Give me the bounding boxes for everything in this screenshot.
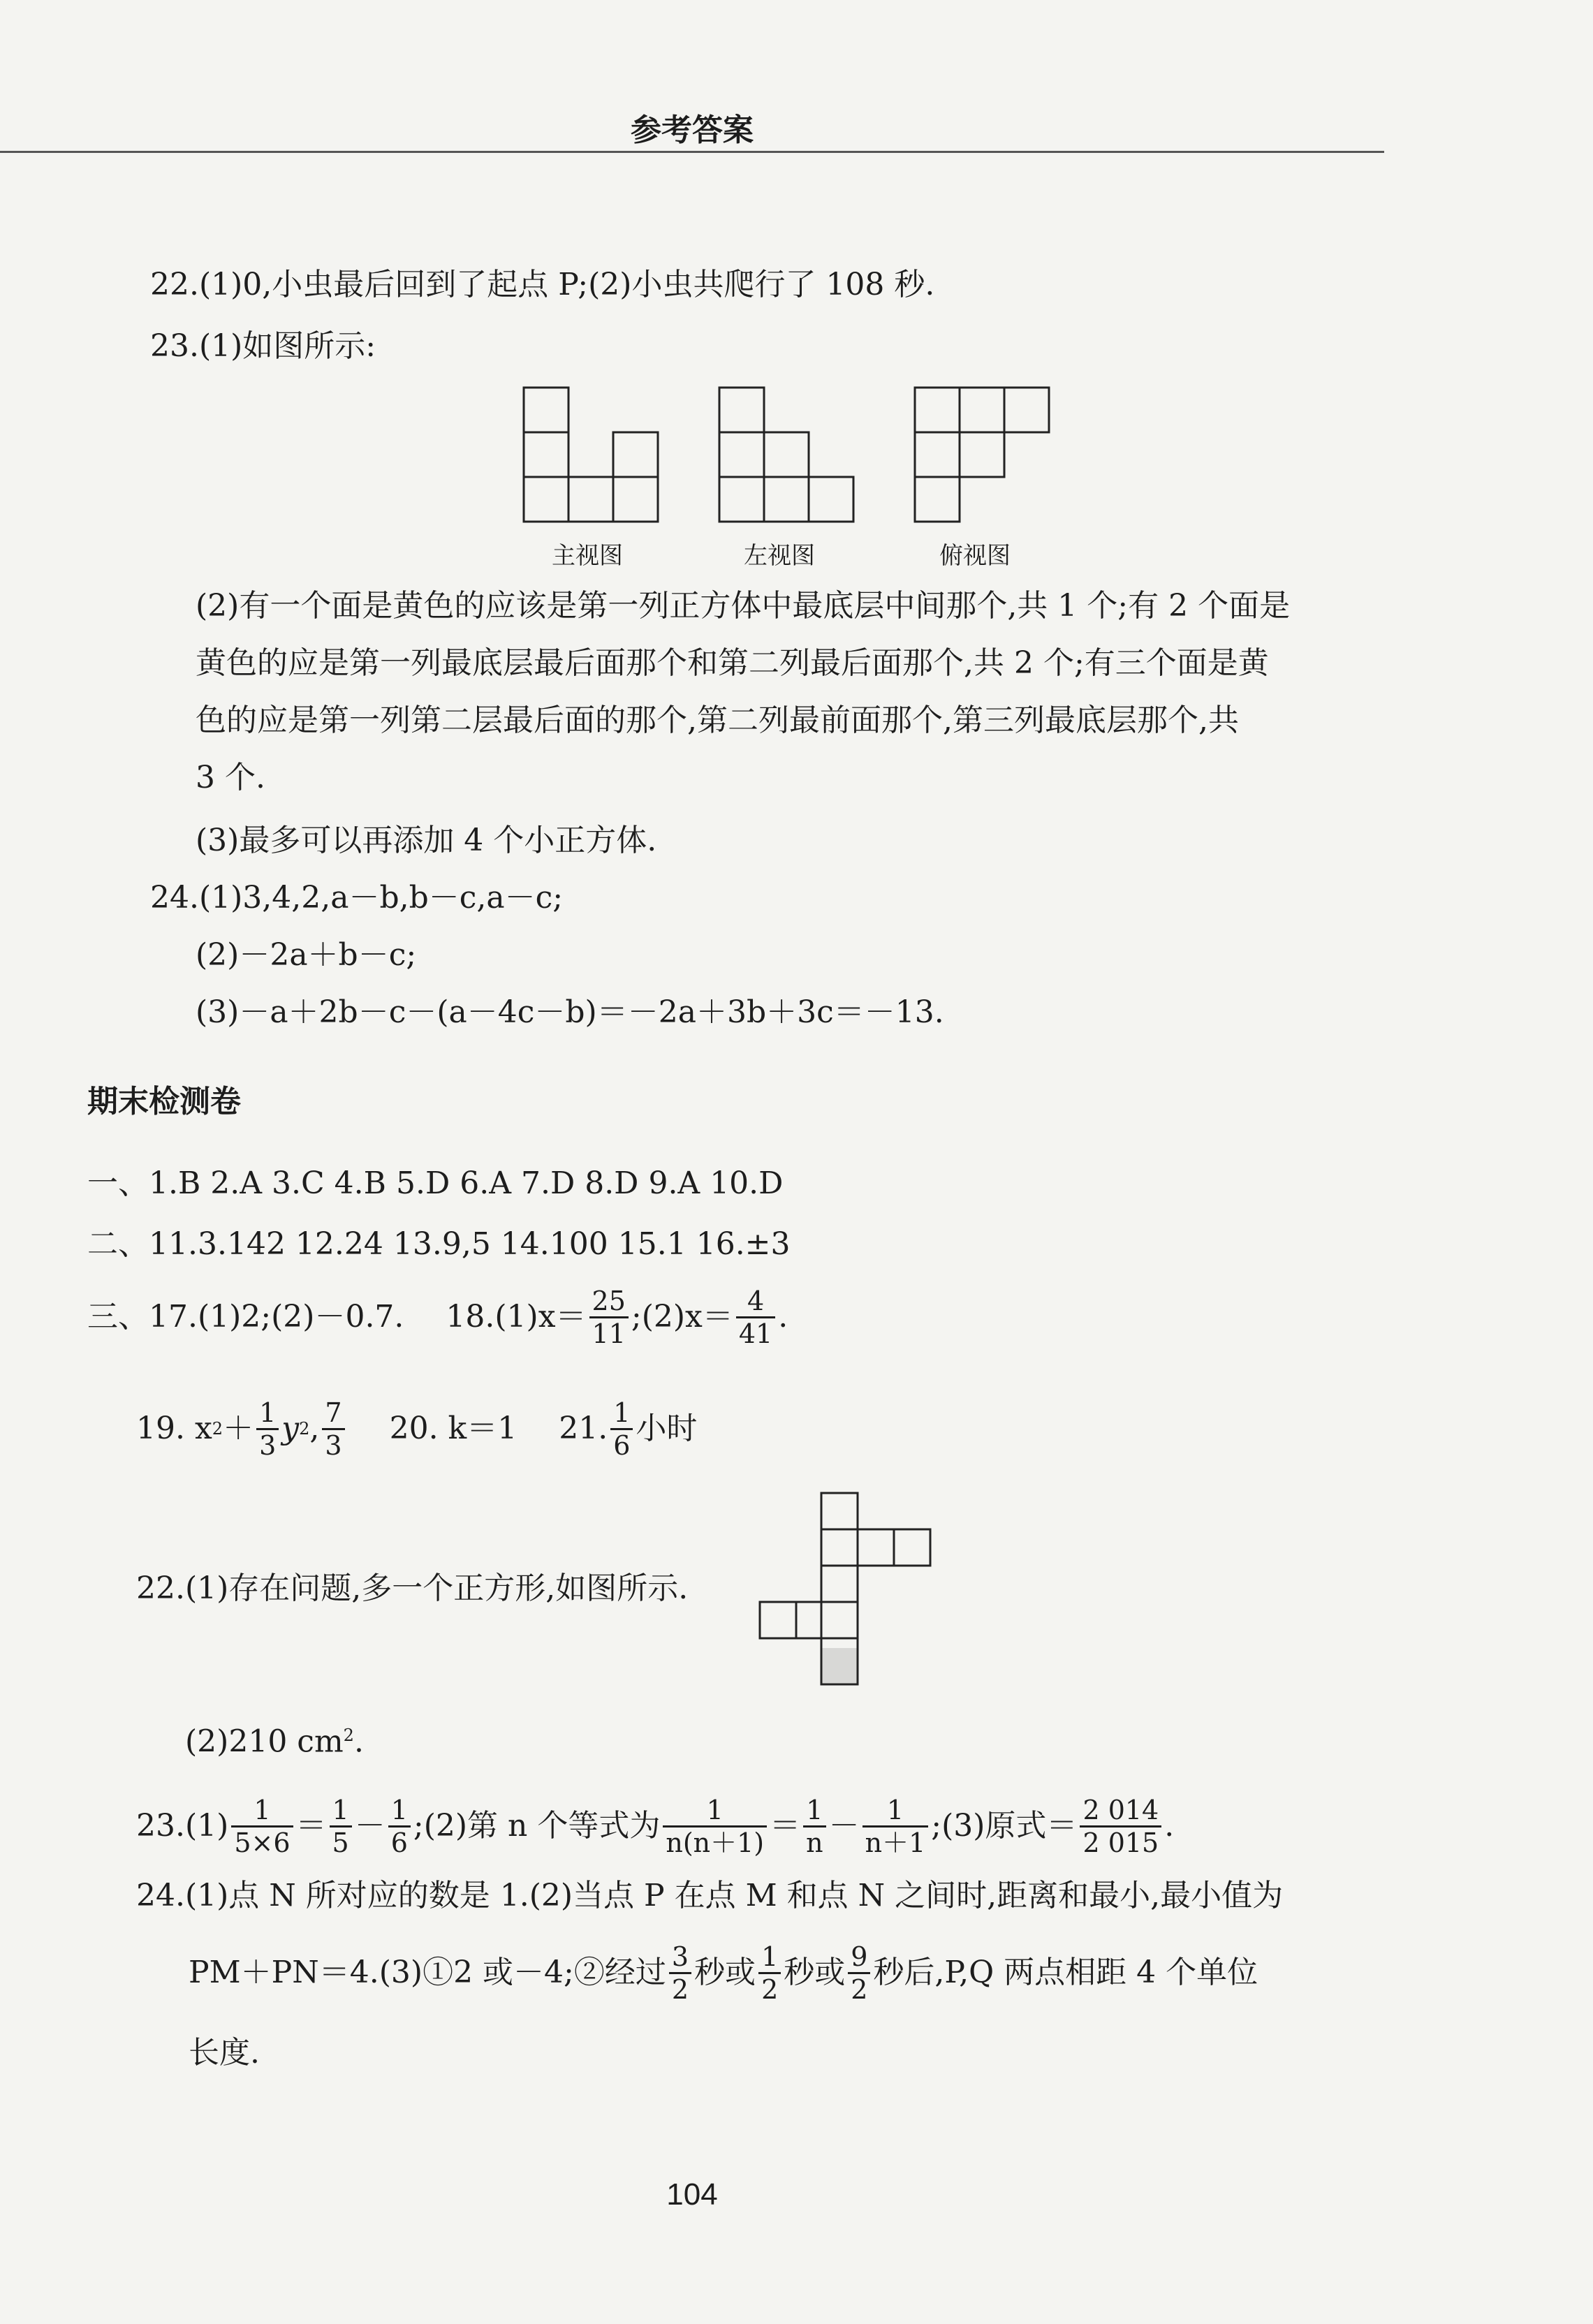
denominator: n＋1	[865, 1827, 926, 1858]
fraction-1-2	[758, 1941, 781, 2005]
answer-23b-mid2: ;(3)原式＝	[931, 1808, 1078, 1844]
denominator: 11	[592, 1318, 626, 1349]
top-view-grid	[915, 388, 1049, 522]
numerator: 1	[256, 1397, 279, 1430]
fraction-2014-2015	[1080, 1795, 1161, 1858]
denominator: 5×6	[234, 1827, 291, 1858]
numerator: 3	[669, 1941, 691, 1974]
answer-23-part2-line1: (2)有一个面是黄色的应该是第一列正方体中最底层中间那个,共 1 个;有 2 个面是	[196, 588, 1291, 624]
denominator: 2	[671, 1973, 689, 2005]
front-view-grid	[524, 388, 658, 522]
answer-24-line1: 24.(1)3,4,2,a－b,b－c,a－c;	[150, 880, 564, 915]
denominator: n	[806, 1827, 823, 1858]
fraction-1-5	[330, 1795, 352, 1858]
fraction-4-41	[736, 1286, 775, 1349]
answer-22: 22.(1)0,小虫最后回到了起点 P;(2)小虫共爬行了 108 秒.	[150, 267, 935, 302]
fraction-1-n	[803, 1795, 825, 1858]
numerator: 25	[589, 1286, 629, 1318]
equals: ＝	[295, 1808, 327, 1844]
exponent: 2	[343, 1726, 354, 1745]
denominator: 3	[325, 1429, 342, 1461]
cube-net-figure	[754, 1487, 950, 1697]
fraction-1-5x6	[231, 1795, 293, 1858]
answer-24-line3: (3)－a＋2b－c－(a－4c－b)＝－2a＋3b＋3c＝－13.	[196, 994, 944, 1030]
answer-19-21	[136, 1395, 697, 1462]
denominator: 5	[332, 1827, 349, 1858]
answer-23-part2-line2: 黄色的应是第一列最底层最后面那个和第二列最后面那个,共 2 个;有三个面是黄	[196, 645, 1269, 681]
answer-24b-line1: 24.(1)点 N 所对应的数是 1.(2)当点 P 在点 M 和点 N 之间时,距离和最小,最小值为	[136, 1878, 1284, 1913]
part2-answers: 二、11.3.142 12.24 13.9,5 14.100 15.1 16.±3	[87, 1226, 791, 1262]
numerator: 2 014	[1080, 1795, 1161, 1827]
answer-23b-prefix: 23.(1)	[136, 1808, 229, 1844]
minus: －	[828, 1808, 860, 1844]
denominator: 2 015	[1082, 1827, 1159, 1858]
answer-23b-mid: ;(2)第 n 个等式为	[413, 1808, 661, 1844]
plus-sign: ＋	[223, 1411, 254, 1446]
fraction-1-n1	[862, 1795, 929, 1858]
numerator: 1	[610, 1397, 633, 1430]
numerator: 7	[322, 1397, 344, 1430]
numerator: 1	[663, 1795, 767, 1827]
left-view-grid	[719, 388, 853, 522]
answer-19-prefix: 19. x	[136, 1411, 212, 1446]
seconds-or: 秒或	[784, 1955, 846, 1990]
answer-24b-line2	[189, 1934, 1258, 2011]
denominator: n(n＋1)	[666, 1827, 765, 1858]
answer-18-prefix: 18.(1)x＝	[446, 1299, 587, 1334]
header-rule	[0, 151, 1384, 153]
exponent: 2	[212, 1419, 223, 1439]
numerator: 1	[862, 1795, 929, 1827]
answer-20: 20. k＝1	[389, 1411, 517, 1446]
section-title: 期末检测卷	[87, 1084, 241, 1119]
period: .	[353, 1723, 364, 1760]
numerator: 1	[388, 1795, 411, 1827]
denominator: 6	[613, 1429, 631, 1461]
numerator: 1	[758, 1941, 781, 1974]
numerator: 1	[330, 1795, 352, 1827]
answer-18-end: .	[778, 1299, 788, 1334]
caption-top-view: 俯视图	[939, 542, 1011, 570]
fraction-7-3	[322, 1397, 344, 1461]
denominator: 2	[761, 1973, 779, 2005]
exponent: 2	[299, 1419, 310, 1439]
caption-left-view: 左视图	[744, 542, 815, 570]
fraction-25-11	[589, 1286, 629, 1349]
fraction-1-n-n1	[663, 1795, 767, 1858]
answer-23b	[136, 1788, 1174, 1865]
denominator: 3	[259, 1429, 277, 1461]
numerator: 1	[803, 1795, 825, 1827]
answer-23-part2-line3: 色的应是第一列第二层最后面的那个,第二列最前面那个,第三列最底层那个,共	[196, 703, 1239, 738]
numerator: 1	[231, 1795, 293, 1827]
part1-answers: 一、1.B 2.A 3.C 4.B 5.D 6.A 7.D 8.D 9.A 10.D	[87, 1165, 784, 1201]
caption-front-view: 主视图	[552, 542, 623, 570]
answer-17-18	[87, 1284, 788, 1351]
page-number: 104	[666, 2177, 718, 2212]
fraction-1-6	[610, 1397, 633, 1461]
denominator: 2	[851, 1973, 868, 2005]
answer-22b: 22.(1)存在问题,多一个正方形,如图所示.	[136, 1571, 689, 1606]
period: .	[1164, 1808, 1175, 1844]
comma: ,	[309, 1411, 320, 1446]
fraction-9-2	[848, 1941, 870, 2005]
fraction-3-2	[669, 1941, 691, 2005]
fraction-1-3	[256, 1397, 279, 1461]
equals: ＝	[770, 1808, 801, 1844]
answer-23-part3: (3)最多可以再添加 4 个小正方体.	[196, 823, 657, 858]
answer-18-mid: ;(2)x＝	[631, 1299, 733, 1334]
numerator: 4	[736, 1286, 775, 1318]
minus: －	[354, 1808, 386, 1844]
numerator: 9	[848, 1941, 870, 1974]
answer-21-prefix: 21.	[559, 1411, 608, 1446]
answer-23-part2-line4: 3 个.	[196, 760, 265, 795]
answer-22b-part2-text: (2)210 cm	[185, 1723, 344, 1760]
answer-24b-line2-end: 秒后,P,Q 两点相距 4 个单位	[873, 1955, 1258, 1990]
page-header-title: 参考答案	[631, 112, 754, 148]
var-y: y	[281, 1411, 300, 1446]
answer-24b-line3: 长度.	[189, 2035, 260, 2071]
answer-22b-part2	[185, 1714, 364, 1763]
answer-23-intro: 23.(1)如图所示:	[150, 328, 376, 364]
answer-24-line2: (2)－2a＋b－c;	[196, 937, 417, 973]
answer-21-suffix: 小时	[636, 1411, 698, 1446]
answer-24b-line2-a: PM＋PN＝4.(3)①2 或－4;②经过	[189, 1955, 666, 1990]
answer-17: 三、17.(1)2;(2)－0.7.	[87, 1299, 404, 1334]
denominator: 6	[390, 1827, 408, 1858]
seconds-or: 秒或	[694, 1955, 756, 1990]
fraction-1-6	[388, 1795, 411, 1858]
denominator: 41	[738, 1318, 773, 1349]
